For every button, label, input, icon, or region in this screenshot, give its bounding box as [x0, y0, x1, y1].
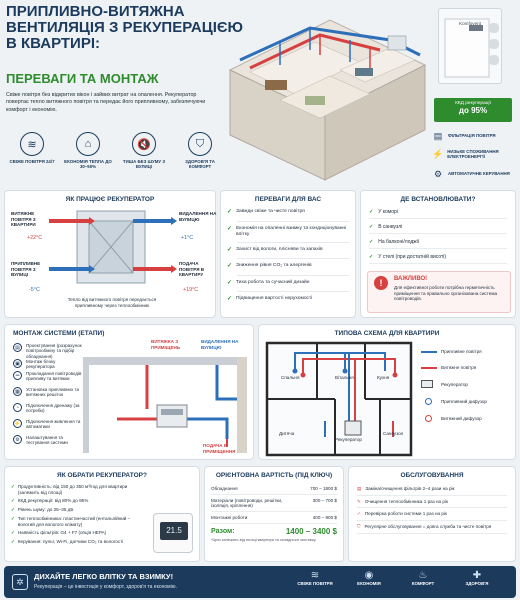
benefit-item: ✓ Підвищення вартості нерухомості	[227, 296, 313, 303]
step-icon: ▤	[13, 343, 22, 352]
cost-table	[205, 483, 343, 543]
feature-icons-row	[6, 132, 226, 178]
recuperator-unit-image	[438, 8, 502, 84]
step-icon: ▦	[13, 387, 22, 396]
where-item: ✓ На балконі/лоджії	[369, 239, 507, 249]
warning-title: ВАЖЛИВО!	[394, 276, 428, 282]
legend-item: Витяжне повітря	[421, 365, 513, 371]
where-title: ДЕ ВСТАНОВЛЮВАТИ?	[400, 196, 476, 203]
benefit-item: ✓ Економія на опаленні взимку та кондиціонуванні влітку	[227, 225, 347, 237]
montage-title: МОНТАЖ СИСТЕМИ (ЕТАПИ)	[13, 330, 105, 337]
supply-in-temp: -5°C	[29, 287, 40, 293]
side-feature-automation	[432, 168, 518, 180]
supply-line-icon	[421, 351, 437, 353]
warning-text: Для ефективної роботи потрібна герметичність приміщення та правильно організована система повітроводів.	[394, 285, 498, 302]
filter-icon: ▤	[433, 130, 443, 141]
energy-icon: ⚡	[432, 148, 444, 159]
footer-headline: ДИХАЙТЕ ЛЕГКО ВЛІТКУ ТА ВЗИМКУ!	[34, 572, 174, 581]
benefits-list	[221, 209, 355, 304]
side-feature-filter	[432, 130, 518, 142]
health-icon: ✚	[472, 570, 482, 581]
room-label: Кухня	[377, 375, 390, 380]
feature-label: ЗДОРОВ'Я ТА КОМФОРТ	[185, 159, 215, 170]
choose-list	[5, 484, 141, 545]
benefits-title: ПЕРЕВАГИ ДЛЯ ВАС	[254, 196, 322, 203]
feature-health	[174, 132, 226, 178]
legend-item: Припливне повітря	[421, 349, 513, 355]
service-card	[348, 466, 516, 562]
cost-row: Матеріали (повітроводи, решітки, ізоляція, кріплення) 300 – 700 $	[211, 495, 337, 512]
room-label: Санвузол	[383, 431, 404, 436]
service-list	[349, 483, 515, 534]
step-icon: ◔	[13, 403, 22, 412]
cost-note: *Ціни залежить від площі квартири та складності монтажу	[211, 537, 316, 542]
service-item: ✓ Перевірка роботи системи 1 раз на рік	[357, 508, 507, 521]
thermostat-controller-image	[153, 513, 193, 553]
where-item: ✓ У стелі (при достатній висоті)	[369, 254, 507, 264]
check-icon: ✓	[357, 511, 361, 517]
supply-out-temp: +19°C	[183, 287, 199, 293]
where-to-install-card	[360, 190, 516, 318]
choose-item: ✓ Продуктивність: від 150 до 350 м³/год для квартири (залежить від площі)	[11, 484, 128, 495]
room-label: Рекуператор	[335, 437, 362, 442]
benefits-card	[220, 190, 356, 318]
house-thermo-icon: ⌂	[76, 132, 100, 156]
cost-row: Монтажні роботи 400 – 900 $	[211, 512, 337, 524]
montage-step: ⚙ Налаштування та тестування системи	[13, 435, 82, 446]
supply-diffuser-icon	[425, 398, 432, 405]
piggy-bank-icon: ◉	[364, 570, 374, 581]
footer-feature: ✚ ЗДОРОВ'Я	[452, 570, 502, 586]
montage-label-exhaust: ВИТЯЖКА З ПРИМІЩЕНЬ	[151, 339, 181, 350]
cost-total: Разом: 1400 – 3400 $	[211, 527, 337, 536]
feature-label: ЕКОНОМІЯ ТЕПЛА ДО 30–50%	[64, 159, 112, 170]
kpd-label: ККД рекуперації	[455, 101, 491, 106]
apartment-illustration	[220, 10, 435, 188]
montage-diagram	[77, 339, 253, 459]
cost-row: Обладнання 700 – 1800 $	[211, 483, 337, 495]
benefit-item: ✓ Захист від вологи, плісняви та запахів	[227, 246, 323, 253]
feature-label: СВІЖЕ ПОВІТРЯ 24/7	[9, 159, 55, 164]
exhaust-in-temp: +22°C	[27, 235, 43, 241]
footer-subtext: Рекуперація – це інвестиція у комфорт, здоров'я та економію.	[34, 584, 177, 590]
montage-step: ◔ Підключення дренажу (за потреби)	[13, 403, 82, 414]
montage-step: ═ Прокладання повітроводів припливу та витяжки	[13, 371, 82, 382]
benefit-item: ✓ Тиха робота та сучасний дизайн	[227, 279, 310, 286]
supply-in-label: ПРИПЛИВНЕ ПОВІТРЯ З ВУЛИЦІ	[11, 261, 41, 277]
feature-fresh-air	[6, 132, 58, 178]
intro-text: Свіже повітря без відкритих вікон і зайвих витрат на опалення. Рекуператор повертає тепло витяжного повітря та передає його припливному, забезпечуючи комфорт і економію.	[6, 92, 206, 113]
benefit-item: ✓ Завжди свіже та чисте повітря	[227, 209, 305, 215]
page-title: ПРИПЛИВНО-ВИТЯЖНА ВЕНТИЛЯЦІЯ З РЕКУПЕРАЦІЄЮ В КВАРТИРІ:	[6, 3, 243, 52]
apartment-scheme-card	[258, 324, 516, 460]
exhaust-line-icon	[421, 367, 437, 369]
montage-card	[4, 324, 254, 460]
side-feature-label: НИЗЬКЕ СПОЖИВАННЯ ЕЛЕКТРОЕНЕРГІЇ	[447, 148, 499, 159]
legend-item: Рекуператор	[421, 380, 513, 388]
controller-display: 21.5	[160, 522, 188, 540]
wrench-icon: ✎	[357, 498, 361, 504]
footer-feature: ≋ СВІЖЕ ПОВІТРЯ	[290, 570, 340, 586]
choose-item: ✓ Керування: пульт, Wi-Fi, датчики CO₂ та вологості	[11, 539, 124, 545]
step-icon: ═	[13, 371, 22, 380]
where-list	[361, 209, 515, 264]
choose-item: ✓ ККД рекуперації: від 80% до 95%	[11, 498, 89, 504]
choose-item: ✓ Тип теплообмінника: пластинчастий (ентальпійний – вологий для вологого клімату)	[11, 515, 131, 527]
air-waves-icon: ≋	[20, 132, 44, 156]
scheme-legend	[421, 349, 513, 422]
where-item: ✓ У коморі	[369, 209, 507, 219]
exhaust-out-temp: +1°C	[181, 235, 194, 241]
air-icon: ≋	[310, 570, 320, 581]
feature-heat-saving	[62, 132, 114, 178]
exhaust-diffuser-icon	[425, 415, 432, 422]
service-item: ⛉ Регулярне обслуговування = довга служба та чисте повітря	[357, 521, 507, 534]
cost-title: ОРІЄНТОВНА ВАРТІСТЬ (ПІД КЛЮЧ)	[215, 472, 333, 479]
shield-icon: ⛉	[188, 132, 212, 156]
montage-step: ▣ Монтаж блоку рекуператора	[13, 359, 82, 370]
how-title: ЯК ПРАЦЮЄ РЕКУПЕРАТОР	[65, 196, 155, 203]
footer-feature: ♨ КОМФОРТ	[398, 570, 448, 586]
choose-item: ✓ Рівень шуму: до 25–35 дБ	[11, 507, 74, 513]
legend-item: Припливний дифузор	[421, 398, 513, 405]
unit-box-icon	[421, 380, 433, 388]
warning-box	[367, 271, 511, 313]
montage-step: ▦ Установка припливних та витяжних решіток	[13, 387, 82, 398]
exhaust-in-label: ВИТЯЖНЕ ПОВІТРЯ З КВАРТИРИ	[11, 211, 36, 227]
how-to-choose-card	[4, 466, 200, 562]
feature-silence	[118, 132, 170, 178]
speaker-mute-icon: 🔇	[132, 132, 156, 156]
where-item: ✓ В санвузлі	[369, 224, 507, 234]
montage-label-outside: ВИДАЛЕННЯ НА ВУЛИЦЮ	[201, 339, 239, 350]
how-it-works-card	[4, 190, 216, 318]
automation-icon: ⚙	[433, 168, 443, 179]
service-title: ОБСЛУГОВУВАННЯ	[400, 472, 464, 479]
brand-label: Komfovent	[459, 21, 481, 26]
fan-icon: ✲	[12, 574, 28, 590]
step-icon: ⚙	[13, 435, 22, 444]
montage-step: ▤ Проектування (розрахунок повітрообміну та підбір обладнання)	[13, 343, 82, 359]
legend-item: Витяжний дифузор	[421, 415, 513, 422]
montage-label-supply: ПОДАЧА В ПРИМІЩЕННЯ	[203, 443, 236, 454]
choose-item: ✓ Наявність фільтрів: G4 + F7 (опція HEPA)	[11, 530, 107, 536]
feature-label: ТИША БЕЗ ШУМУ З ВУЛИЦІ	[122, 159, 166, 170]
benefit-item: ✓ Зниження рівня CO₂ та алергенів	[227, 263, 312, 270]
comfort-icon: ♨	[418, 570, 428, 581]
supply-out-label: ПОДАЧА ПОВІТРЯ В КВАРТИРУ	[179, 261, 205, 277]
side-feature-label: АВТОМАТИЧНЕ КЕРУВАННЯ	[448, 171, 510, 177]
page-subtitle: ПЕРЕВАГИ ТА МОНТАЖ	[6, 71, 159, 86]
side-feature-energy	[432, 148, 518, 160]
step-icon: ⚡	[14, 420, 21, 427]
footer-feature: ◉ ЕКОНОМІЯ	[344, 570, 394, 586]
cost-card	[204, 466, 344, 562]
service-item: ▤ Заміна/очищення фільтрів 2–4 рази на рік	[357, 483, 507, 496]
room-label: Спальня	[281, 375, 300, 380]
footer-banner	[4, 566, 516, 598]
kpd-badge	[434, 98, 512, 122]
exhaust-out-label: ВИДАЛЕННЯ НА ВУЛИЦЮ	[179, 211, 217, 222]
how-note: Тепло від витяжного повітря передається припливному через теплообмінник	[67, 297, 157, 308]
warning-icon: !	[374, 276, 388, 290]
room-label: Дитяча	[279, 431, 295, 436]
filter-icon: ▤	[357, 486, 362, 491]
kpd-value: до 95%	[458, 106, 488, 115]
montage-step: ⚡ Підключення живлення та автоматики	[14, 419, 81, 430]
choose-title: ЯК ОБРАТИ РЕКУПЕРАТОР?	[57, 472, 147, 479]
step-icon: ▣	[13, 359, 22, 368]
shield-icon: ⛉	[357, 524, 361, 530]
scheme-title: ТИПОВА СХЕМА ДЛЯ КВАРТИРИ	[334, 330, 440, 337]
side-feature-label: ФІЛЬТРАЦІЯ ПОВІТРЯ	[448, 133, 496, 139]
room-label: Вітальня	[335, 375, 354, 380]
service-item: ✎ Очищення теплообмінника 1 раз на рік	[357, 496, 507, 509]
